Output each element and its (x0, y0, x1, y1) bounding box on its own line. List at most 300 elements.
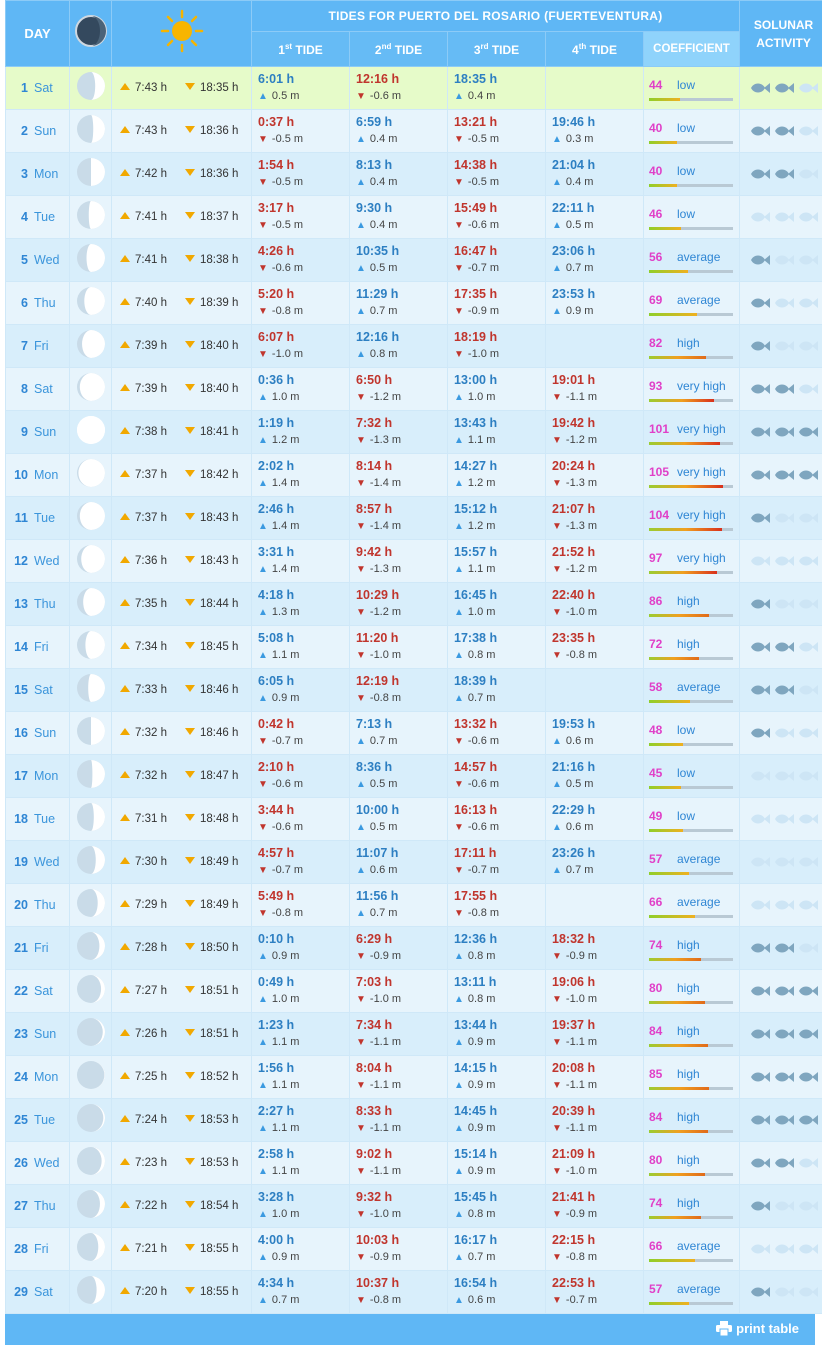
solunar-activity-cell (740, 1013, 822, 1056)
tide-4-header: 4th TIDE (546, 32, 644, 67)
sunrise-sunset-cell (112, 927, 252, 970)
tide-1-cell (252, 841, 350, 884)
high-tide-arrow-icon: ▲ (356, 822, 366, 833)
sunset (185, 1114, 238, 1126)
fish-icon-inactive (797, 898, 819, 912)
coefficient-bar-fill (649, 1001, 705, 1004)
low-tide-arrow-icon: ▼ (552, 994, 562, 1005)
tide-time: 8:13 h (356, 158, 393, 172)
moon-phase-icon (76, 974, 106, 1004)
tide-4-cell (546, 497, 644, 540)
moon-phase-icon (76, 415, 106, 445)
tide-2-cell (350, 798, 448, 841)
tide-time: 5:08 h (258, 631, 295, 645)
table-row (6, 67, 822, 110)
tide-height (552, 304, 643, 319)
tide-height (258, 820, 349, 835)
tide-height-value: 1.1 m (467, 434, 496, 446)
sunrise-time: 7:30 h (135, 856, 167, 868)
tide-time: 19:06 h (552, 975, 596, 989)
fish-icon-inactive (797, 1285, 819, 1299)
moon-phase-icon (76, 200, 106, 230)
day-cell (6, 1185, 70, 1228)
day-number: 9 (21, 425, 28, 439)
low-tide-arrow-icon: ▼ (258, 263, 268, 274)
coefficient-line (649, 377, 739, 395)
day-cell (6, 712, 70, 755)
coefficient-bar (649, 1259, 733, 1262)
tide-height (356, 304, 447, 319)
tide-4-cell (546, 669, 644, 712)
coefficient-level: low (677, 77, 696, 92)
fish-icon-inactive (797, 339, 819, 353)
tide-1-header: 1st TIDE (252, 32, 350, 67)
sunrise-sunset-cell (112, 1271, 252, 1314)
coefficient-bar-fill (649, 270, 688, 273)
tide-1-cell (252, 884, 350, 927)
coefficient-cell (644, 368, 740, 411)
tide-height-value: 0.6 m (467, 1294, 496, 1306)
tide-2-cell (350, 927, 448, 970)
tide-height-value: -0.6 m (369, 90, 402, 102)
high-tide-arrow-icon: ▲ (258, 521, 268, 532)
tide-height (258, 261, 349, 276)
day-cell (6, 368, 70, 411)
tide-height (552, 390, 643, 405)
tide-height (552, 648, 643, 663)
tide-height (258, 1207, 349, 1222)
moon-phase-cell (70, 1142, 112, 1185)
sunset-arrow-icon (185, 1029, 195, 1036)
tide-1-cell (252, 583, 350, 626)
tide-4-cell (546, 798, 644, 841)
solunar-activity-cell (740, 325, 822, 368)
tide-height-value: -0.6 m (467, 821, 500, 833)
coefficient-cell (644, 239, 740, 282)
tide-height (454, 1164, 545, 1179)
high-tide-arrow-icon: ▲ (552, 779, 562, 790)
day-number: 1 (21, 81, 28, 95)
sunrise-arrow-icon (120, 1115, 130, 1122)
tide-height-value: 1.0 m (271, 1208, 300, 1220)
coefficient-bar (649, 313, 733, 316)
low-tide-arrow-icon: ▼ (552, 1252, 562, 1263)
tide-height (356, 1207, 447, 1222)
sunrise-arrow-icon (120, 1201, 130, 1208)
sunrise-time: 7:42 h (135, 168, 167, 180)
fish-icon-inactive (797, 1242, 819, 1256)
tide-time: 17:35 h (454, 287, 498, 301)
coefficient-bar-fill (649, 528, 722, 531)
coefficient-value: 82 (649, 335, 663, 350)
tide-1-cell (252, 325, 350, 368)
coefficient-bar-fill (649, 141, 677, 144)
moon-phase-cell (70, 67, 112, 110)
tide-height (258, 734, 349, 749)
moon-phase-icon (76, 587, 106, 617)
tide-height-value: -0.5 m (271, 176, 304, 188)
sunrise-arrow-icon (120, 857, 130, 864)
table-row (6, 239, 822, 282)
sunset-arrow-icon (185, 642, 195, 649)
coefficient-bar-fill (649, 1216, 701, 1219)
high-tide-arrow-icon: ▲ (454, 650, 464, 661)
tide-time: 4:18 h (258, 588, 295, 602)
sunrise-sunset-cell (112, 841, 252, 884)
fish-icon-inactive (797, 382, 819, 396)
tide-height (552, 863, 643, 878)
coefficient-level: high (677, 1195, 700, 1210)
tide-height (552, 261, 643, 276)
day-number: 20 (14, 898, 28, 912)
moon-phase-icon (76, 1146, 106, 1176)
tide-height-value: 0.7 m (467, 1251, 496, 1263)
tide-1-cell (252, 1228, 350, 1271)
tide-height-value: -0.7 m (565, 1294, 598, 1306)
fish-icon-active (773, 81, 795, 95)
low-tide-arrow-icon: ▼ (552, 1080, 562, 1091)
sunrise-arrow-icon (120, 1287, 130, 1294)
sunrise (120, 1243, 167, 1255)
tide-height-value: -0.8 m (369, 1294, 402, 1306)
sunset (185, 1243, 238, 1255)
tide-height (454, 648, 545, 663)
fish-icon-inactive (749, 812, 771, 826)
tide-3-cell (448, 1228, 546, 1271)
sunset (185, 297, 238, 309)
tide-height (552, 519, 643, 534)
coefficient-cell (644, 1271, 740, 1314)
moon-phase-cell (70, 325, 112, 368)
sunset-arrow-icon (185, 1158, 195, 1165)
fish-icon-active (749, 726, 771, 740)
coefficient-value: 80 (649, 980, 663, 995)
sunset-arrow-icon (185, 986, 195, 993)
low-tide-arrow-icon: ▼ (454, 865, 464, 876)
solunar-activity-cell (740, 669, 822, 712)
weekday: Fri (34, 640, 49, 654)
moon-phase-icon (76, 802, 106, 832)
tide-time: 7:03 h (356, 975, 393, 989)
day-cell (6, 970, 70, 1013)
solunar-activity-cell (740, 626, 822, 669)
sunrise-sunset-cell (112, 1142, 252, 1185)
fish-icon-active (797, 425, 819, 439)
coefficient-bar (649, 614, 733, 617)
sunset-time: 18:54 h (199, 1200, 239, 1212)
fish-icon-active (749, 1156, 771, 1170)
coefficient-cell (644, 282, 740, 325)
tide-height (454, 1207, 545, 1222)
tide-table-container (5, 0, 815, 1314)
coefficient-bar-fill (649, 1087, 709, 1090)
coefficient-value: 104 (649, 507, 670, 522)
tide-height-value: -1.2 m (565, 563, 598, 575)
sunset-arrow-icon (185, 943, 195, 950)
coefficient-value: 74 (649, 1195, 663, 1210)
tide-1-cell (252, 712, 350, 755)
tide-height-value: 0.5 m (565, 219, 594, 231)
weekday: Sat (34, 81, 53, 95)
tide-3-cell (448, 454, 546, 497)
low-tide-arrow-icon: ▼ (356, 1166, 366, 1177)
tide-1-cell (252, 110, 350, 153)
tide-height-value: 1.1 m (271, 649, 300, 661)
tide-height (454, 949, 545, 964)
sunrise-time: 7:32 h (135, 727, 167, 739)
coefficient-level: high (677, 1023, 700, 1038)
solunar-activity-cell (740, 282, 822, 325)
tide-height (454, 562, 545, 577)
coefficient-bar (649, 141, 733, 144)
tide-height (356, 691, 447, 706)
tide-height (552, 1293, 643, 1308)
day-number: 22 (14, 984, 28, 998)
tide-height-value: 0.7 m (565, 864, 594, 876)
low-tide-arrow-icon: ▼ (454, 908, 464, 919)
tide-height (552, 433, 643, 448)
tide-height (356, 261, 447, 276)
print-table-link[interactable] (716, 1321, 799, 1336)
fish-icon-inactive (773, 511, 795, 525)
table-row (6, 1271, 822, 1314)
tide-1-cell (252, 1013, 350, 1056)
moon-phase-cell (70, 497, 112, 540)
coefficient-bar (649, 356, 733, 359)
tide-4-cell (546, 712, 644, 755)
high-tide-arrow-icon: ▲ (258, 1123, 268, 1134)
fish-icon-inactive (797, 1199, 819, 1213)
coefficient-level: high (677, 335, 700, 350)
low-tide-arrow-icon: ▼ (454, 177, 464, 188)
tide-3-cell (448, 927, 546, 970)
sunrise-time: 7:32 h (135, 770, 167, 782)
coefficient-bar-fill (649, 1173, 705, 1176)
sunset-time: 18:40 h (199, 340, 239, 352)
tide-1-cell (252, 1056, 350, 1099)
sunset-arrow-icon (185, 255, 195, 262)
tide-time: 18:32 h (552, 932, 596, 946)
sunset (185, 1071, 238, 1083)
sunset-arrow-icon (185, 83, 195, 90)
tide-height (552, 1207, 643, 1222)
table-title: TIDES FOR PUERTO DEL ROSARIO (FUERTEVENTURA) (252, 1, 740, 32)
table-row (6, 927, 822, 970)
coefficient-line (649, 248, 739, 266)
tide-height (258, 777, 349, 792)
sunrise (120, 1200, 167, 1212)
tide-height (258, 1078, 349, 1093)
tide-height (258, 605, 349, 620)
sunset-arrow-icon (185, 857, 195, 864)
tide-1-cell (252, 626, 350, 669)
fish-icon-inactive (797, 124, 819, 138)
fish-icon-active (773, 124, 795, 138)
tide-height-value: -0.9 m (467, 305, 500, 317)
tide-time: 5:20 h (258, 287, 295, 301)
tide-2-cell (350, 669, 448, 712)
tide-time: 6:05 h (258, 674, 295, 688)
coefficient-level: low (677, 206, 696, 221)
tide-2-cell (350, 1142, 448, 1185)
day-cell (6, 927, 70, 970)
sunset (185, 340, 238, 352)
fish-icon-inactive (773, 296, 795, 310)
solunar-activity-cell (740, 540, 822, 583)
sunset-time: 18:44 h (199, 598, 239, 610)
sunset-time: 18:49 h (199, 899, 239, 911)
tide-time: 6:29 h (356, 932, 393, 946)
low-tide-arrow-icon: ▼ (356, 1080, 366, 1091)
high-tide-arrow-icon: ▲ (258, 951, 268, 962)
moon-phase-cell (70, 755, 112, 798)
coefficient-value: 72 (649, 636, 663, 651)
tide-height-value: 0.7 m (369, 907, 398, 919)
tide-height (454, 691, 545, 706)
coefficient-level: very high (677, 464, 726, 479)
tide-time: 9:42 h (356, 545, 393, 559)
tide-height-value: -1.3 m (565, 477, 598, 489)
moon-phase-icon (76, 157, 106, 187)
coefficient-level: high (677, 1152, 700, 1167)
coefficient-cell (644, 798, 740, 841)
moon-phase-cell (70, 1185, 112, 1228)
coefficient-value: 97 (649, 550, 663, 565)
table-row (6, 1185, 822, 1228)
tide-height-value: 0.9 m (271, 1251, 300, 1263)
tide-time: 22:40 h (552, 588, 596, 602)
sunset (185, 899, 238, 911)
sunset-arrow-icon (185, 1244, 195, 1251)
day-cell (6, 196, 70, 239)
solunar-activity-cell (740, 1228, 822, 1271)
sunrise-sunset-cell (112, 196, 252, 239)
coefficient-value: 57 (649, 1281, 663, 1296)
coefficient-value: 66 (649, 1238, 663, 1253)
tide-height (356, 347, 447, 362)
tide-3-cell (448, 239, 546, 282)
coefficient-line (649, 807, 739, 825)
weekday: Mon (34, 1070, 59, 1084)
tide-2-cell (350, 454, 448, 497)
high-tide-arrow-icon: ▲ (454, 693, 464, 704)
tide-height (454, 476, 545, 491)
tide-3-cell (448, 153, 546, 196)
sun-icon (160, 9, 204, 53)
moon-phase-icon (76, 1189, 106, 1219)
day-cell (6, 454, 70, 497)
tide-3-cell (448, 1013, 546, 1056)
high-tide-arrow-icon: ▲ (454, 607, 464, 618)
sunset-arrow-icon (185, 384, 195, 391)
fish-icon-inactive (749, 210, 771, 224)
tide-time: 10:03 h (356, 1233, 400, 1247)
high-tide-arrow-icon: ▲ (454, 521, 464, 532)
fish-icon-inactive (773, 898, 795, 912)
sunrise-sunset-cell (112, 798, 252, 841)
high-tide-arrow-icon: ▲ (356, 908, 366, 919)
sunrise-time: 7:33 h (135, 684, 167, 696)
high-tide-arrow-icon: ▲ (258, 478, 268, 489)
moon-phase-icon (76, 931, 106, 961)
moon-column-header (70, 1, 112, 67)
low-tide-arrow-icon: ▼ (356, 693, 366, 704)
tide-1-cell (252, 67, 350, 110)
fish-icon-active (749, 382, 771, 396)
moon-phase-icon (76, 71, 106, 101)
low-tide-arrow-icon: ▼ (454, 349, 464, 360)
fish-icon-inactive (773, 726, 795, 740)
tide-time: 1:19 h (258, 416, 295, 430)
tide-height-value: -0.6 m (271, 821, 304, 833)
coefficient-level: average (677, 1281, 721, 1296)
high-tide-arrow-icon: ▲ (454, 1209, 464, 1220)
tide-4-cell (546, 841, 644, 884)
tide-height-value: -1.1 m (369, 1122, 402, 1134)
fish-icon-active (773, 1027, 795, 1041)
coefficient-line (649, 506, 739, 524)
sunset-time: 18:49 h (199, 856, 239, 868)
fish-icon-inactive (797, 167, 819, 181)
coefficient-level: low (677, 765, 696, 780)
tide-4-cell (546, 1271, 644, 1314)
tide-height-value: 0.8 m (467, 993, 496, 1005)
fish-icon-inactive (797, 296, 819, 310)
sunset-time: 18:38 h (199, 254, 239, 266)
coefficient-bar (649, 528, 733, 531)
table-row (6, 411, 822, 454)
tide-height (454, 1250, 545, 1265)
tide-4-cell (546, 970, 644, 1013)
moon-phase-cell (70, 411, 112, 454)
fish-icon-inactive (797, 81, 819, 95)
sunrise-arrow-icon (120, 1029, 130, 1036)
sunrise-sunset-cell (112, 970, 252, 1013)
tide-height (356, 648, 447, 663)
sunrise-time: 7:40 h (135, 297, 167, 309)
moon-phase-cell (70, 1271, 112, 1314)
tide-height (356, 132, 447, 147)
fish-icon-active (749, 1285, 771, 1299)
day-number: 28 (14, 1242, 28, 1256)
coefficient-line (649, 1280, 739, 1298)
weekday: Sun (34, 1027, 57, 1041)
tide-time: 22:11 h (552, 201, 595, 215)
tide-height-value: -0.5 m (271, 219, 304, 231)
weekday: Sat (34, 1285, 53, 1299)
sunset (185, 426, 238, 438)
day-number: 8 (21, 382, 28, 396)
low-tide-arrow-icon: ▼ (258, 736, 268, 747)
low-tide-arrow-icon: ▼ (356, 1209, 366, 1220)
sunrise-sunset-cell (112, 540, 252, 583)
low-tide-arrow-icon: ▼ (454, 779, 464, 790)
sunset (185, 598, 238, 610)
solunar-activity-cell (740, 110, 822, 153)
coefficient-bar (649, 571, 733, 574)
weekday: Wed (34, 253, 60, 267)
moon-phase-icon (76, 544, 106, 574)
tide-time: 8:36 h (356, 760, 393, 774)
sunset-arrow-icon (185, 1115, 195, 1122)
tide-2-cell (350, 325, 448, 368)
tide-3-cell (448, 282, 546, 325)
sunrise-sunset-cell (112, 755, 252, 798)
coefficient-level: average (677, 894, 721, 909)
coefficient-line (649, 678, 739, 696)
low-tide-arrow-icon: ▼ (258, 349, 268, 360)
moon-phase-icon (76, 759, 106, 789)
